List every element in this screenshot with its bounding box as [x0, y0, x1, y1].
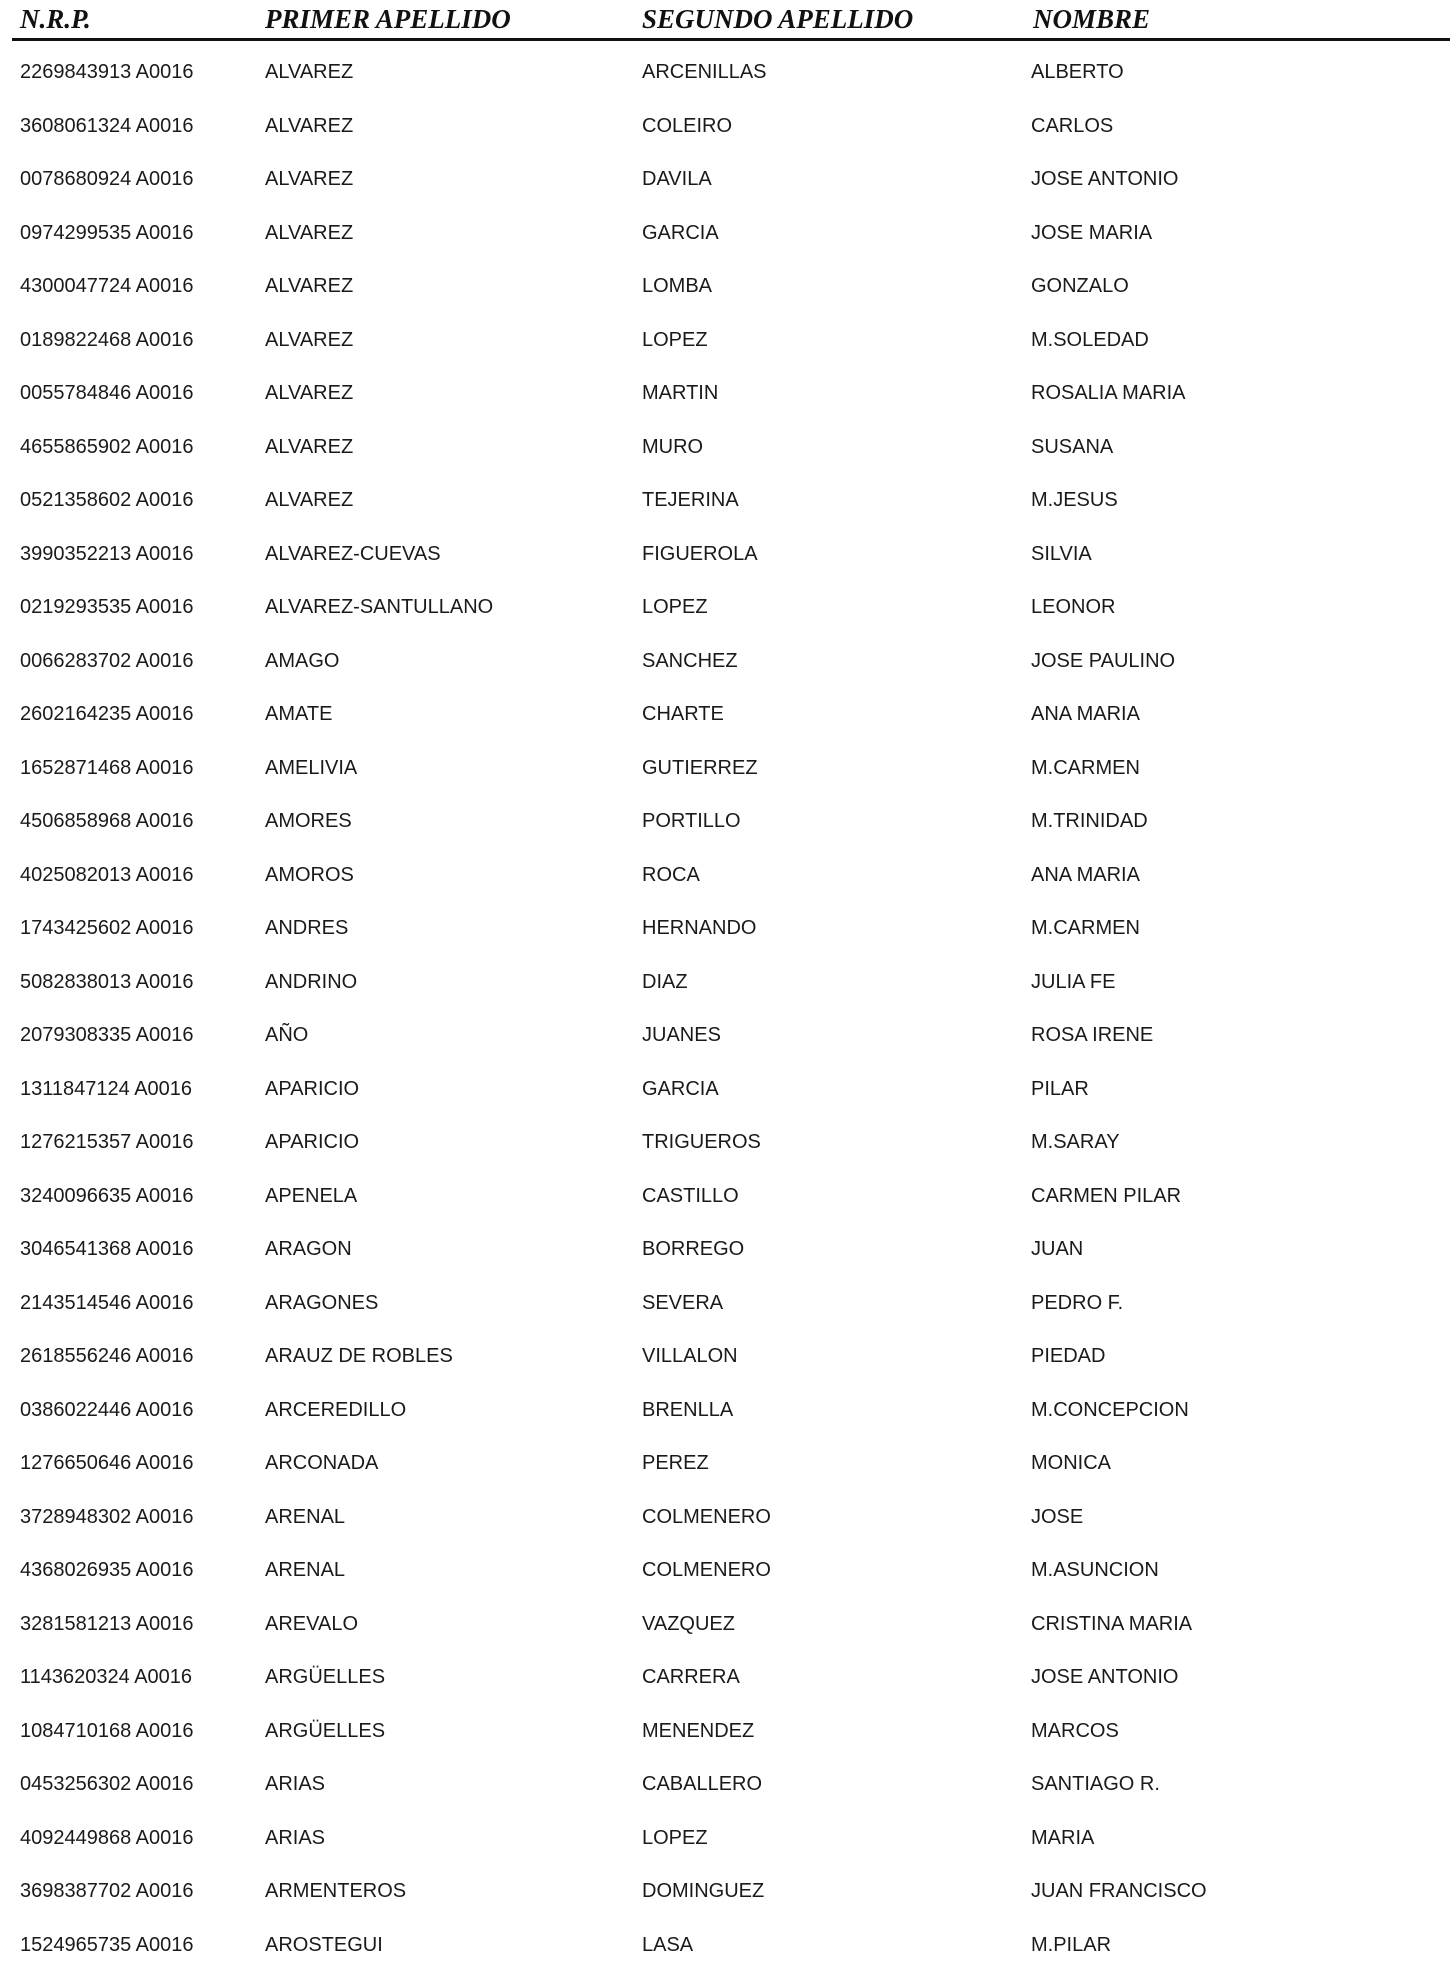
- cell-nombre: M.PILAR: [1031, 1933, 1111, 1957]
- cell-segundo-apellido: COLEIRO: [642, 114, 732, 138]
- cell-segundo-apellido: CARRERA: [642, 1665, 740, 1689]
- table-row: [0, 908, 1450, 962]
- cell-nombre: M.SARAY: [1031, 1130, 1120, 1154]
- table-row: [0, 159, 1450, 213]
- cell-nombre: SANTIAGO R.: [1031, 1772, 1160, 1796]
- cell-nombre: PEDRO F.: [1031, 1291, 1123, 1315]
- cell-segundo-apellido: VAZQUEZ: [642, 1612, 735, 1636]
- cell-nrp: 3728948302 A0016: [20, 1505, 194, 1529]
- cell-segundo-apellido: ARCENILLAS: [642, 60, 767, 84]
- cell-nombre: PIEDAD: [1031, 1344, 1105, 1368]
- cell-nrp: 2602164235 A0016: [20, 702, 194, 726]
- cell-nrp: 4092449868 A0016: [20, 1826, 194, 1850]
- cell-nombre: JOSE MARIA: [1031, 221, 1152, 245]
- table-body: [0, 52, 1450, 1978]
- cell-primer-apellido: ARAUZ DE ROBLES: [265, 1344, 453, 1368]
- cell-nombre: ROSA IRENE: [1031, 1023, 1153, 1047]
- cell-nombre: JOSE PAULINO: [1031, 649, 1175, 673]
- cell-primer-apellido: AÑO: [265, 1023, 308, 1047]
- cell-segundo-apellido: LOPEZ: [642, 328, 708, 352]
- cell-primer-apellido: APENELA: [265, 1184, 357, 1208]
- cell-nombre: CRISTINA MARIA: [1031, 1612, 1192, 1636]
- header-nombre: NOMBRE: [1033, 2, 1150, 36]
- cell-primer-apellido: ARAGON: [265, 1237, 352, 1261]
- cell-segundo-apellido: CHARTE: [642, 702, 724, 726]
- cell-nombre: ROSALIA MARIA: [1031, 381, 1186, 405]
- cell-nrp: 0055784846 A0016: [20, 381, 194, 405]
- cell-segundo-apellido: PEREZ: [642, 1451, 709, 1475]
- cell-nrp: 1143620324 A0016: [20, 1665, 192, 1689]
- cell-primer-apellido: ARIAS: [265, 1826, 325, 1850]
- cell-nombre: M.CARMEN: [1031, 756, 1140, 780]
- cell-nombre: SILVIA: [1031, 542, 1092, 566]
- cell-segundo-apellido: PORTILLO: [642, 809, 741, 833]
- cell-nrp: 1743425602 A0016: [20, 916, 194, 940]
- cell-nombre: JOSE ANTONIO: [1031, 1665, 1178, 1689]
- cell-nombre: JUAN FRANCISCO: [1031, 1879, 1207, 1903]
- cell-nombre: M.SOLEDAD: [1031, 328, 1149, 352]
- cell-segundo-apellido: LASA: [642, 1933, 693, 1957]
- cell-segundo-apellido: LOPEZ: [642, 595, 708, 619]
- cell-primer-apellido: AMELIVIA: [265, 756, 357, 780]
- cell-segundo-apellido: COLMENERO: [642, 1505, 771, 1529]
- cell-primer-apellido: ALVAREZ: [265, 435, 353, 459]
- table-row: [0, 855, 1450, 909]
- cell-nombre: MONICA: [1031, 1451, 1111, 1475]
- cell-nrp: 0386022446 A0016: [20, 1398, 194, 1422]
- cell-primer-apellido: ANDRINO: [265, 970, 357, 994]
- table-row: [0, 1336, 1450, 1390]
- table-row: [0, 213, 1450, 267]
- table-row: [0, 1069, 1450, 1123]
- header-primer-apellido: PRIMER APELLIDO: [265, 2, 511, 36]
- cell-primer-apellido: AMAGO: [265, 649, 339, 673]
- cell-nrp: 0066283702 A0016: [20, 649, 194, 673]
- cell-nombre: CARLOS: [1031, 114, 1113, 138]
- cell-segundo-apellido: BORREGO: [642, 1237, 744, 1261]
- cell-nombre: M.JESUS: [1031, 488, 1118, 512]
- cell-nombre: JOSE: [1031, 1505, 1083, 1529]
- table-row: [0, 1604, 1450, 1658]
- cell-nombre: ALBERTO: [1031, 60, 1124, 84]
- cell-nrp: 3698387702 A0016: [20, 1879, 194, 1903]
- cell-nombre: ANA MARIA: [1031, 863, 1140, 887]
- cell-primer-apellido: ARENAL: [265, 1558, 345, 1582]
- table-row: [0, 480, 1450, 534]
- cell-segundo-apellido: BRENLLA: [642, 1398, 733, 1422]
- cell-nrp: 0189822468 A0016: [20, 328, 194, 352]
- cell-nrp: 4506858968 A0016: [20, 809, 194, 833]
- table-row: [0, 962, 1450, 1016]
- cell-segundo-apellido: LOPEZ: [642, 1826, 708, 1850]
- header-nrp: N.R.P.: [20, 2, 91, 36]
- cell-nrp: 1276650646 A0016: [20, 1451, 194, 1475]
- table-row: [0, 1871, 1450, 1925]
- table-row: [0, 1497, 1450, 1551]
- cell-nrp: 3608061324 A0016: [20, 114, 194, 138]
- cell-primer-apellido: AROSTEGUI: [265, 1933, 383, 1957]
- cell-primer-apellido: APARICIO: [265, 1077, 359, 1101]
- cell-primer-apellido: ALVAREZ-SANTULLANO: [265, 595, 493, 619]
- table-row: [0, 1657, 1450, 1711]
- cell-primer-apellido: ARGÜELLES: [265, 1665, 385, 1689]
- cell-nrp: 0078680924 A0016: [20, 167, 194, 191]
- cell-primer-apellido: ALVAREZ: [265, 488, 353, 512]
- cell-primer-apellido: AMOROS: [265, 863, 354, 887]
- cell-primer-apellido: ARAGONES: [265, 1291, 378, 1315]
- cell-nrp: 4655865902 A0016: [20, 435, 194, 459]
- cell-nombre: PILAR: [1031, 1077, 1089, 1101]
- cell-nombre: MARIA: [1031, 1826, 1094, 1850]
- cell-segundo-apellido: COLMENERO: [642, 1558, 771, 1582]
- cell-nrp: 0219293535 A0016: [20, 595, 194, 619]
- cell-primer-apellido: ARIAS: [265, 1772, 325, 1796]
- cell-segundo-apellido: HERNANDO: [642, 916, 756, 940]
- cell-segundo-apellido: CABALLERO: [642, 1772, 762, 1796]
- cell-segundo-apellido: FIGUEROLA: [642, 542, 758, 566]
- cell-segundo-apellido: MENENDEZ: [642, 1719, 754, 1743]
- cell-nrp: 2618556246 A0016: [20, 1344, 194, 1368]
- cell-segundo-apellido: TRIGUEROS: [642, 1130, 761, 1154]
- table-row: [0, 1390, 1450, 1444]
- cell-segundo-apellido: DAVILA: [642, 167, 712, 191]
- cell-primer-apellido: ARCEREDILLO: [265, 1398, 406, 1422]
- cell-segundo-apellido: MARTIN: [642, 381, 718, 405]
- cell-nombre: CARMEN PILAR: [1031, 1184, 1181, 1208]
- cell-nrp: 1276215357 A0016: [20, 1130, 194, 1154]
- cell-segundo-apellido: CASTILLO: [642, 1184, 739, 1208]
- table-row: [0, 748, 1450, 802]
- cell-nrp: 1524965735 A0016: [20, 1933, 194, 1957]
- table-row: [0, 1764, 1450, 1818]
- cell-nrp: 0453256302 A0016: [20, 1772, 194, 1796]
- cell-primer-apellido: ALVAREZ-CUEVAS: [265, 542, 441, 566]
- table-row: [0, 52, 1450, 106]
- table-row: [0, 1176, 1450, 1230]
- cell-primer-apellido: ARCONADA: [265, 1451, 378, 1475]
- table-row: [0, 1443, 1450, 1497]
- table-row: [0, 1550, 1450, 1604]
- cell-segundo-apellido: TEJERINA: [642, 488, 739, 512]
- table-row: [0, 427, 1450, 481]
- table-row: [0, 534, 1450, 588]
- cell-nrp: 3281581213 A0016: [20, 1612, 194, 1636]
- cell-primer-apellido: APARICIO: [265, 1130, 359, 1154]
- cell-segundo-apellido: MURO: [642, 435, 703, 459]
- cell-primer-apellido: ARMENTEROS: [265, 1879, 406, 1903]
- header-segundo-apellido: SEGUNDO APELLIDO: [642, 2, 913, 36]
- cell-segundo-apellido: VILLALON: [642, 1344, 738, 1368]
- cell-nombre: M.CARMEN: [1031, 916, 1140, 940]
- cell-nombre: JULIA FE: [1031, 970, 1115, 994]
- table-row: [0, 373, 1450, 427]
- cell-segundo-apellido: LOMBA: [642, 274, 712, 298]
- table-row: [0, 1229, 1450, 1283]
- cell-nrp: 2143514546 A0016: [20, 1291, 194, 1315]
- cell-nrp: 4300047724 A0016: [20, 274, 194, 298]
- table-row: [0, 1015, 1450, 1069]
- cell-primer-apellido: AMATE: [265, 702, 332, 726]
- cell-nombre: MARCOS: [1031, 1719, 1119, 1743]
- cell-primer-apellido: ALVAREZ: [265, 274, 353, 298]
- cell-nrp: 2269843913 A0016: [20, 60, 194, 84]
- cell-nrp: 3240096635 A0016: [20, 1184, 194, 1208]
- cell-primer-apellido: ALVAREZ: [265, 221, 353, 245]
- header-rule: [12, 38, 1450, 41]
- cell-nrp: 3046541368 A0016: [20, 1237, 194, 1261]
- table-row: [0, 1283, 1450, 1337]
- cell-segundo-apellido: JUANES: [642, 1023, 721, 1047]
- cell-nombre: M.CONCEPCION: [1031, 1398, 1189, 1422]
- cell-primer-apellido: ALVAREZ: [265, 167, 353, 191]
- cell-primer-apellido: ARGÜELLES: [265, 1719, 385, 1743]
- cell-primer-apellido: AREVALO: [265, 1612, 358, 1636]
- table-row: [0, 1122, 1450, 1176]
- cell-segundo-apellido: DIAZ: [642, 970, 688, 994]
- table-row: [0, 587, 1450, 641]
- table-header: [0, 0, 1450, 42]
- cell-nombre: JOSE ANTONIO: [1031, 167, 1178, 191]
- cell-nrp: 5082838013 A0016: [20, 970, 194, 994]
- cell-nombre: M.ASUNCION: [1031, 1558, 1159, 1582]
- cell-segundo-apellido: ROCA: [642, 863, 700, 887]
- cell-nombre: SUSANA: [1031, 435, 1113, 459]
- cell-primer-apellido: AMORES: [265, 809, 352, 833]
- cell-segundo-apellido: SEVERA: [642, 1291, 723, 1315]
- cell-nombre: JUAN: [1031, 1237, 1083, 1261]
- table-row: [0, 1925, 1450, 1978]
- cell-segundo-apellido: GUTIERREZ: [642, 756, 758, 780]
- cell-nombre: ANA MARIA: [1031, 702, 1140, 726]
- cell-nombre: GONZALO: [1031, 274, 1129, 298]
- cell-primer-apellido: ALVAREZ: [265, 60, 353, 84]
- cell-primer-apellido: ALVAREZ: [265, 114, 353, 138]
- cell-nombre: M.TRINIDAD: [1031, 809, 1148, 833]
- cell-nrp: 1084710168 A0016: [20, 1719, 194, 1743]
- table-row: [0, 320, 1450, 374]
- table-row: [0, 641, 1450, 695]
- cell-primer-apellido: ALVAREZ: [265, 328, 353, 352]
- table-row: [0, 1711, 1450, 1765]
- table-row: [0, 266, 1450, 320]
- cell-nrp: 4368026935 A0016: [20, 1558, 194, 1582]
- cell-nrp: 0974299535 A0016: [20, 221, 194, 245]
- table-row: [0, 694, 1450, 748]
- cell-nrp: 3990352213 A0016: [20, 542, 194, 566]
- cell-nrp: 1652871468 A0016: [20, 756, 194, 780]
- cell-nrp: 2079308335 A0016: [20, 1023, 194, 1047]
- table-row: [0, 1818, 1450, 1872]
- table-row: [0, 106, 1450, 160]
- cell-segundo-apellido: GARCIA: [642, 221, 719, 245]
- cell-primer-apellido: ARENAL: [265, 1505, 345, 1529]
- cell-nombre: LEONOR: [1031, 595, 1115, 619]
- cell-primer-apellido: ANDRES: [265, 916, 348, 940]
- cell-segundo-apellido: SANCHEZ: [642, 649, 738, 673]
- cell-nrp: 1311847124 A0016: [20, 1077, 192, 1101]
- cell-segundo-apellido: GARCIA: [642, 1077, 719, 1101]
- table-row: [0, 801, 1450, 855]
- cell-nrp: 4025082013 A0016: [20, 863, 194, 887]
- cell-nrp: 0521358602 A0016: [20, 488, 194, 512]
- cell-segundo-apellido: DOMINGUEZ: [642, 1879, 764, 1903]
- cell-primer-apellido: ALVAREZ: [265, 381, 353, 405]
